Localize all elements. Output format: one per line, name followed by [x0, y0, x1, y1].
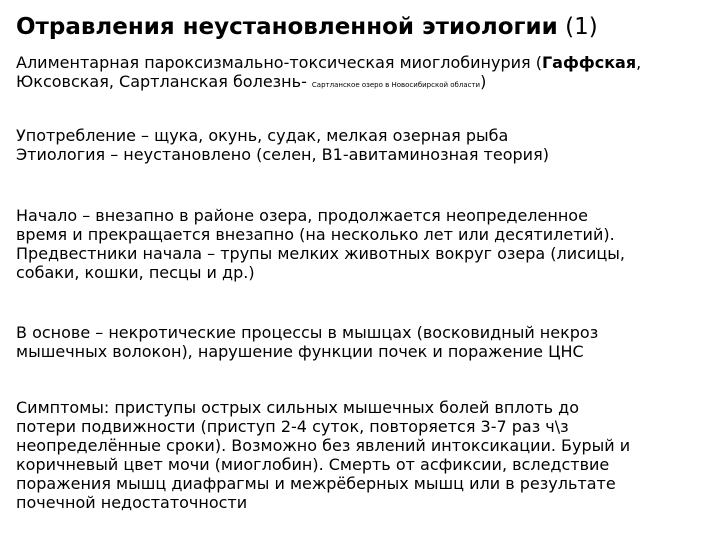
text-line: неопределённые сроки). Возможно без явлений интоксикации. Бурый и — [16, 436, 631, 455]
paragraph-consumption — [16, 126, 706, 164]
text-line: коричневый цвет мочи (миоглобин). Смерть от асфиксии, вследствие — [16, 455, 610, 474]
text-line: Предвестники начала – трупы мелких животных вокруг озера (лисицы, — [16, 244, 625, 263]
title-main: Отравления неустановленной этиологии — [16, 14, 558, 40]
text-line: Симптомы: приступы острых сильных мышечных болей вплоть до — [16, 398, 580, 417]
text-line: Этиология – неустановлено (селен, В1-авитаминозная теория) — [16, 145, 549, 164]
text-span: Алиментарная пароксизмально-токсическая миоглобинурия ( — [16, 53, 542, 72]
text-line: мышечных волокон), нарушение функции почек и поражение ЦНС — [16, 342, 584, 361]
text-span: , — [636, 53, 642, 72]
text-line: потери подвижности (приступ 2-4 суток, повторяется 3-7 раз ч\з — [16, 417, 569, 436]
slide-title — [16, 12, 598, 42]
text-span: ) — [480, 72, 487, 91]
text-line: почечной недостаточности — [16, 493, 248, 512]
paragraph-onset — [16, 206, 706, 282]
text-line: поражения мышц диафрагмы и межрёберных мышц или в результате — [16, 474, 616, 493]
title-suffix: (1) — [557, 14, 598, 40]
text-line — [16, 72, 706, 91]
text-line: Употребление – щука, окунь, судак, мелкая озерная рыба — [16, 126, 509, 145]
text-line: собаки, кошки, песцы и др.) — [16, 263, 255, 282]
paragraph-symptoms — [16, 398, 706, 512]
text-line: В основе – некротические процессы в мышцах (восковидный некроз — [16, 323, 599, 342]
paragraph-basis — [16, 323, 706, 361]
text-span: Юксовская, Сартланская болезнь- — [16, 72, 312, 91]
small-note: Сартланское озеро в Новосибирской области — [311, 81, 481, 89]
text-line — [16, 53, 706, 72]
emphasis-gaffskaya: Гаффская — [541, 53, 637, 72]
paragraph-disease-names — [16, 53, 706, 91]
text-line: время и прекращается внезапно (на несколько лет или десятилетий). — [16, 225, 615, 244]
text-line: Начало – внезапно в районе озера, продолжается неопределенное — [16, 206, 588, 225]
